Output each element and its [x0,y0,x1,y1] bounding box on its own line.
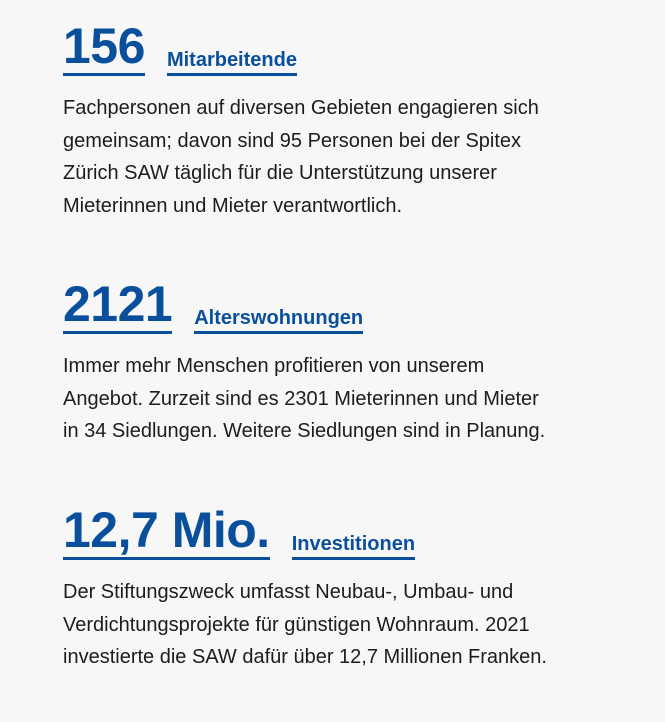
stat-label: Mitarbeitende [167,49,297,76]
stat-heading [63,502,563,560]
stat-description: Fachpersonen auf diversen Gebieten engagieren sich gemeinsam; davon sind 95 Personen bei der Spitex Zürich SAW täglich für die Unterstützung unserer Mieterinnen und Mieter verantwortlich. [63,97,539,217]
stat-heading [63,276,563,334]
stat-description: Immer mehr Menschen profitieren von unserem Angebot. Zurzeit sind es 2301 Mieterinnen und Mieter in 34 Siedlungen. Weitere Siedlungen sind in Planung. [63,355,546,442]
stat-number: 156 [63,18,145,74]
stat-label: Investitionen [292,533,415,560]
stat-label: Alterswohnungen [194,307,363,334]
stat-description: Der Stiftungszweck umfasst Neubau-, Umbau- und Verdichtungsprojekte für günstigen Wohnraum. 2021 investierte die SAW dafür über 12,7 Millionen Franken. [63,581,547,668]
stat-number: 2121 [63,276,173,332]
stat-heading [63,18,563,76]
stat-number: 12,7 Mio. [63,502,270,558]
stat-block-investments [63,502,563,674]
stat-block-staff [63,18,563,222]
stat-block-apartments [63,276,563,448]
